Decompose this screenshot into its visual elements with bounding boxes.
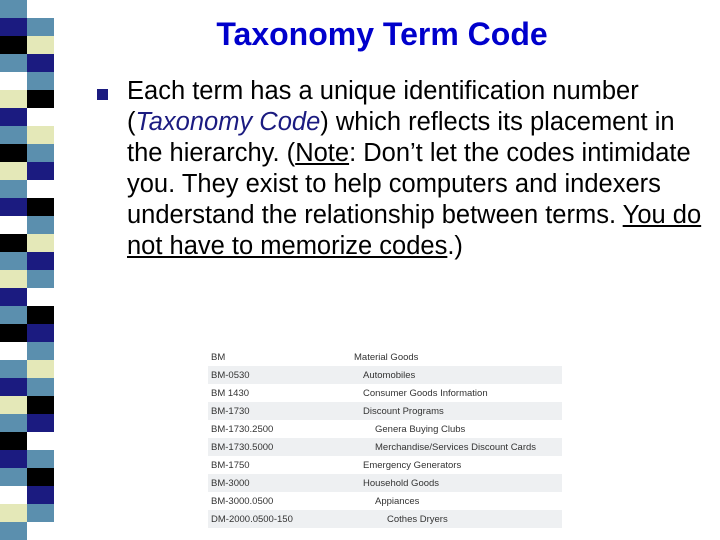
taxonomy-term-cell: Household Goods	[363, 477, 440, 489]
stripe-cell	[27, 486, 54, 504]
stripe-cell	[27, 18, 54, 36]
table-row	[208, 456, 562, 474]
taxonomy-term-cell: Material Goods	[354, 351, 419, 363]
stripe-cell	[27, 324, 54, 342]
stripe-cell	[0, 324, 27, 342]
taxonomy-code-cell: BM-1730.2500	[211, 423, 274, 435]
bullet-paragraph	[127, 76, 717, 262]
bullet-text-part: .)	[447, 232, 463, 260]
taxonomy-term-cell: Discount Programs	[363, 405, 444, 417]
stripe-cell	[27, 216, 54, 234]
stripe-cell	[27, 108, 54, 126]
stripe-cell	[27, 180, 54, 198]
stripe-cell	[0, 522, 27, 540]
stripe-cell	[0, 378, 27, 396]
stripe-cell	[0, 72, 27, 90]
stripe-cell	[0, 306, 27, 324]
stripe-cell	[0, 108, 27, 126]
stripe-cell	[27, 378, 54, 396]
bullet-text-part: : Don’t let the codes intimidate you. They exist to help computers and indexers understand the relationship between terms.	[127, 139, 691, 229]
stripe-cell	[0, 288, 27, 306]
stripe-cell	[0, 360, 27, 378]
stripe-cell	[27, 414, 54, 432]
taxonomy-term-cell: Automobiles	[363, 369, 416, 381]
table-row	[208, 348, 562, 366]
bullet-square-icon	[97, 89, 108, 100]
decorative-stripe	[0, 0, 54, 540]
stripe-cell	[0, 198, 27, 216]
table-row	[208, 438, 562, 456]
stripe-cell	[27, 162, 54, 180]
stripe-cell	[0, 450, 27, 468]
taxonomy-code-cell: BM-1730	[211, 405, 250, 417]
stripe-cell	[27, 288, 54, 306]
stripe-cell	[0, 144, 27, 162]
stripe-cell	[27, 126, 54, 144]
stripe-cell	[0, 126, 27, 144]
stripe-cell	[27, 522, 54, 540]
table-row	[208, 366, 562, 384]
stripe-cell	[0, 342, 27, 360]
taxonomy-term-cell: Genera Buying Clubs	[375, 423, 466, 435]
stripe-cell	[0, 252, 27, 270]
table-row	[208, 510, 562, 528]
stripe-cell	[0, 18, 27, 36]
stripe-cell	[0, 486, 27, 504]
taxonomy-code-cell: BM-1750	[211, 459, 250, 471]
stripe-cell	[0, 432, 27, 450]
stripe-cell	[27, 360, 54, 378]
taxonomy-code-cell: BM	[211, 351, 226, 363]
taxonomy-term-cell: Merchandise/Services Discount Cards	[375, 441, 537, 453]
stripe-cell	[27, 396, 54, 414]
taxonomy-code-cell: DM-2000.0500-150	[211, 513, 293, 525]
stripe-cell	[0, 162, 27, 180]
bullet-text-part: ) which reflects its placement in the hierarchy. (	[127, 108, 675, 167]
taxonomy-code-cell: BM-1730.5000	[211, 441, 274, 453]
table-row	[208, 402, 562, 420]
stripe-cell	[27, 306, 54, 324]
taxonomy-code-table	[208, 348, 562, 528]
table-row	[208, 492, 562, 510]
stripe-cell	[0, 36, 27, 54]
taxonomy-term-cell: Emergency Generators	[363, 459, 462, 471]
bullet-text-part: Each term has a unique identification number (	[127, 77, 639, 136]
stripe-cell	[0, 504, 27, 522]
stripe-cell	[27, 342, 54, 360]
stripe-cell	[27, 36, 54, 54]
taxonomy-code-cell: BM-3000.0500	[211, 495, 274, 507]
note-label: Note	[295, 139, 350, 167]
stripe-cell	[0, 216, 27, 234]
stripe-cell	[27, 0, 54, 18]
taxonomy-term-cell: Appiances	[375, 495, 420, 507]
taxonomy-code-cell: BM-3000	[211, 477, 250, 489]
slide-title: Taxonomy Term Code	[216, 16, 548, 52]
stripe-cell	[0, 0, 27, 18]
stripe-cell	[27, 504, 54, 522]
stripe-cell	[27, 252, 54, 270]
table-row	[208, 420, 562, 438]
table-row	[208, 474, 562, 492]
stripe-cell	[27, 270, 54, 288]
stripe-cell	[0, 414, 27, 432]
stripe-cell	[27, 450, 54, 468]
stripe-cell	[27, 54, 54, 72]
stripe-cell	[0, 270, 27, 288]
stripe-cell	[0, 90, 27, 108]
stripe-cell	[27, 72, 54, 90]
stripe-cell	[0, 54, 27, 72]
stripe-cell	[27, 234, 54, 252]
taxonomy-code-emphasis: Taxonomy Code	[135, 108, 321, 136]
memorize-notice: You do not have to memorize codes	[127, 201, 702, 260]
stripe-cell	[0, 234, 27, 252]
table-row	[208, 384, 562, 402]
stripe-cell	[27, 90, 54, 108]
stripe-cell	[27, 432, 54, 450]
stripe-cell	[27, 198, 54, 216]
stripe-cell	[0, 468, 27, 486]
stripe-cell	[0, 180, 27, 198]
taxonomy-code-cell: BM 1430	[211, 387, 250, 399]
stripe-cell	[27, 468, 54, 486]
taxonomy-term-cell: Cothes Dryers	[387, 513, 448, 525]
stripe-cell	[27, 144, 54, 162]
stripe-cell	[0, 396, 27, 414]
taxonomy-code-cell: BM-0530	[211, 369, 250, 381]
taxonomy-term-cell: Consumer Goods Information	[363, 387, 488, 399]
